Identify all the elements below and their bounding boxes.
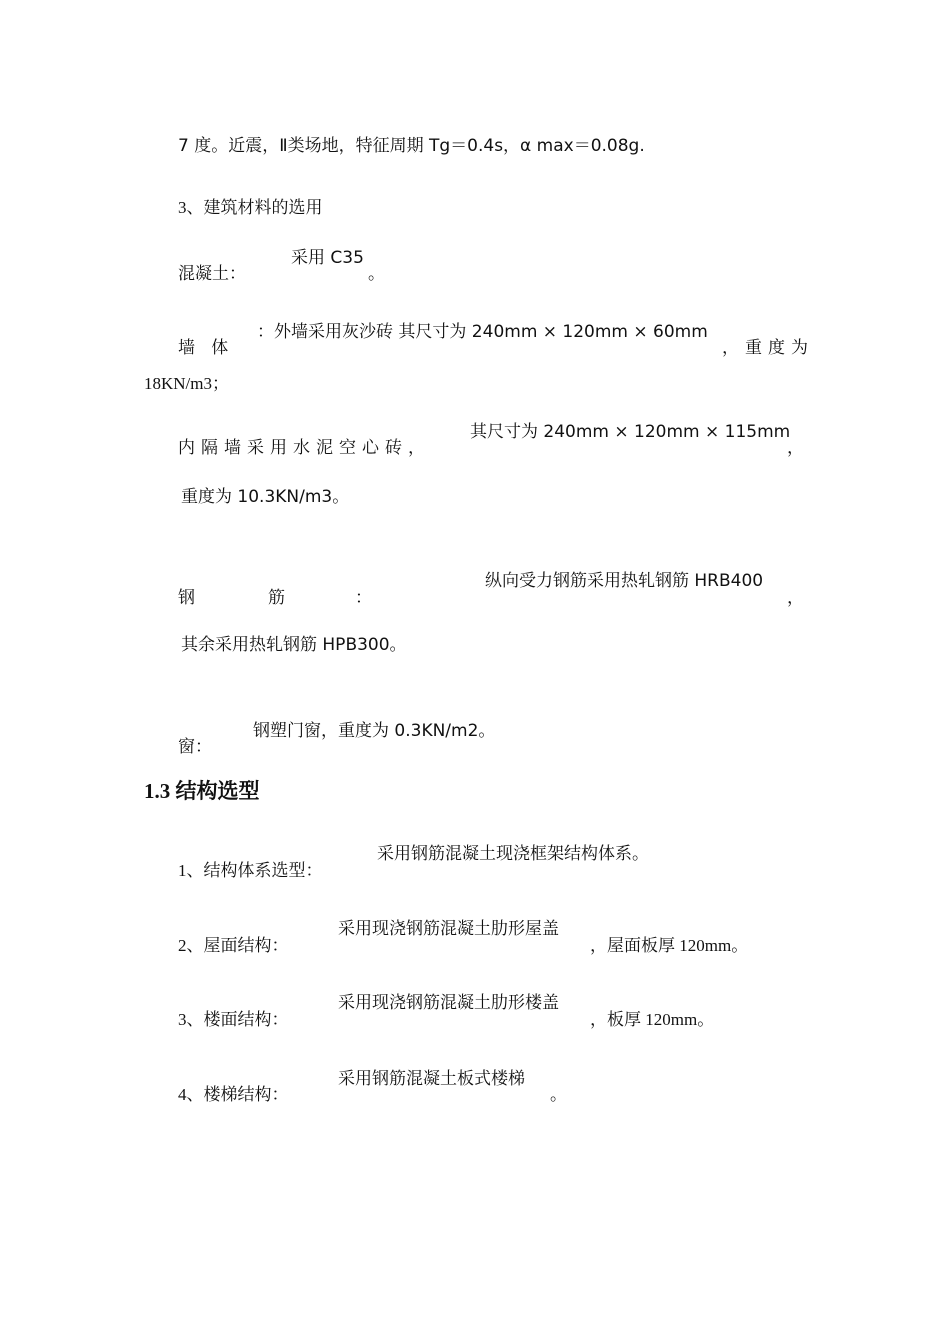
item-4-label: 4、楼梯结构： (178, 1085, 289, 1104)
window-value: 钢塑门窗，重度为 0.3KN/m2。 (253, 721, 496, 741)
materials-title: 3、建筑材料的选用 (178, 198, 323, 217)
wall-label: 墙 体 (178, 338, 235, 357)
rebar-label-a: 钢 (178, 588, 195, 607)
concrete-value: 采用 C35 (291, 248, 364, 268)
wall-tail: ，重度为 (722, 338, 814, 357)
wall-continuation: 18KN/m3； (144, 374, 229, 393)
item-2-value: 采用现浇钢筋混凝土肋形屋盖 (338, 919, 559, 939)
concrete-end: 。 (368, 264, 385, 283)
item-4-tail: 。 (550, 1085, 567, 1104)
item-2-label: 2、屋面结构： (178, 936, 289, 955)
item-4-value: 采用钢筋混凝土板式楼梯 (338, 1069, 525, 1089)
rebar-colon: ： (355, 588, 372, 607)
partition-tail: ， (787, 438, 804, 457)
partition-label: 内隔墙采用水泥空心砖， (178, 438, 431, 457)
seismic-line: 7 度。近震，Ⅱ类场地，特征周期 Tg＝0.4s，α max＝0.08g. (178, 136, 645, 156)
window-label: 窗： (178, 737, 212, 756)
item-3-label: 3、楼面结构： (178, 1010, 289, 1029)
item-1-value: 采用钢筋混凝土现浇框架结构体系。 (377, 844, 649, 864)
partition-value: 其尺寸为 240mm × 120mm × 115mm (470, 422, 791, 442)
item-2-tail: ，屋面板厚 120mm。 (590, 936, 749, 955)
section-heading: 1.3 结构选型 (144, 779, 260, 803)
rebar-value: 纵向受力钢筋采用热轧钢筋 HRB400 (485, 571, 764, 591)
wall-value: ：外墙采用灰沙砖 其尺寸为 240mm × 120mm × 60mm (257, 322, 708, 342)
concrete-label: 混凝土： (178, 264, 246, 283)
rebar-continuation: 其余采用热轧钢筋 HPB300。 (181, 635, 407, 655)
item-1-label: 1、结构体系选型： (178, 861, 323, 880)
item-3-tail: ，板厚 120mm。 (590, 1010, 715, 1029)
partition-continuation: 重度为 10.3KN/m3。 (181, 487, 350, 507)
rebar-tail: ， (787, 588, 804, 607)
item-3-value: 采用现浇钢筋混凝土肋形楼盖 (338, 993, 559, 1013)
rebar-label-b: 筋 (268, 588, 285, 607)
